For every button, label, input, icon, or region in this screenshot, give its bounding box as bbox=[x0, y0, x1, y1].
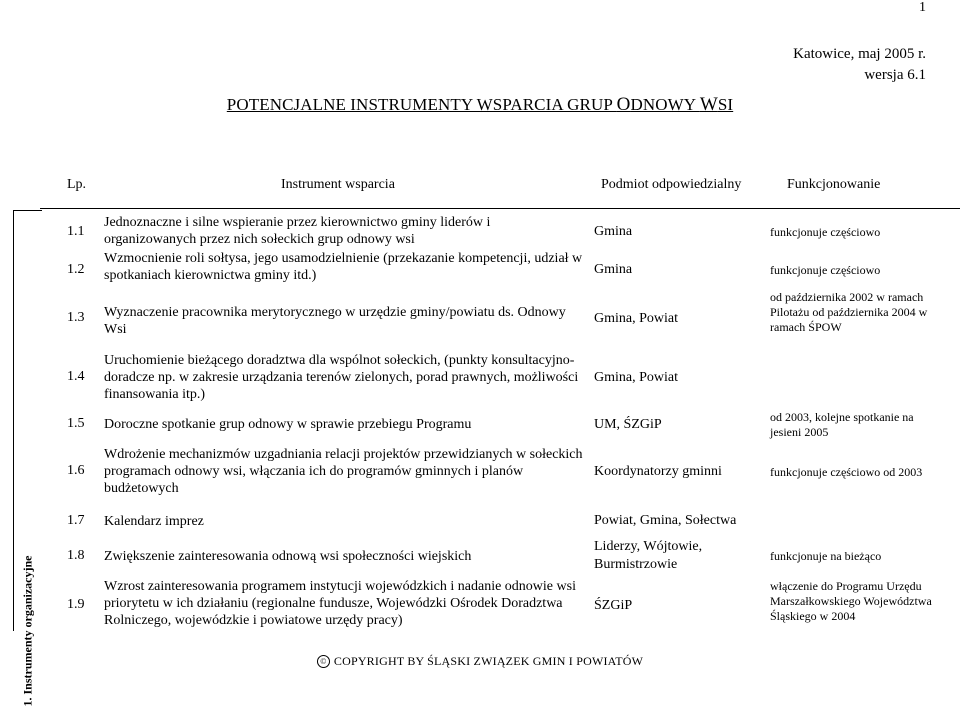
copyright-icon: © bbox=[317, 655, 330, 668]
row-instrument: Kalendarz imprez bbox=[104, 514, 204, 529]
row-number: 1.4 bbox=[67, 369, 85, 384]
row-subject: Gmina bbox=[594, 262, 633, 277]
row-number: 1.6 bbox=[67, 463, 85, 478]
row-instrument: Wdrożenie mechanizmów uzgadniania relacji projektów przewidzianych w sołeckich programach odnowy wsi, włączania ich do programów gminnych i planów budżetowych bbox=[104, 447, 583, 496]
row-number: 1.1 bbox=[67, 224, 85, 239]
row-number: 1.7 bbox=[67, 513, 85, 528]
row-status: od 2003, kolejne spotkanie na jesieni 2005 bbox=[770, 410, 914, 439]
row-instrument: Doroczne spotkanie grup odnowy w sprawie przebiegu Programu bbox=[104, 417, 472, 432]
row-instrument: Zwiększenie zainteresowania odnową wsi społeczności wiejskich bbox=[104, 549, 472, 564]
version-label: wersja 6.1 bbox=[864, 67, 926, 83]
page-number: 1 bbox=[919, 0, 926, 15]
row-subject: ŚZGiP bbox=[594, 598, 633, 613]
row-number: 1.2 bbox=[67, 262, 85, 277]
row-number: 1.5 bbox=[67, 416, 85, 431]
row-number: 1.3 bbox=[67, 310, 85, 325]
row-status: funkcjonuje na bieżąco bbox=[770, 549, 882, 563]
row-subject: Gmina, Powiat bbox=[594, 311, 678, 326]
header-funkcjonowanie: Funkcjonowanie bbox=[787, 177, 881, 192]
footer-text: COPYRIGHT BY ŚLĄSKI ZWIĄZEK GMIN I POWIATÓW bbox=[333, 654, 644, 668]
header-instrument: Instrument wsparcia bbox=[281, 177, 395, 192]
row-instrument: Wyznaczenie pracownika merytorycznego w urzędzie gminy/powiatu ds. Odnowy Wsi bbox=[104, 305, 566, 337]
row-status: włączenie do Programu Urzędu Marszałkowskiego Województwa Śląskiego w 2004 bbox=[770, 579, 932, 623]
row-subject: Liderzy, Wójtowie, Burmistrzowie bbox=[594, 539, 703, 572]
row-status: od października 2002 w ramach Pilotażu od października 2004 w ramach ŚPOW bbox=[770, 290, 928, 334]
place-date: Katowice, maj 2005 r. bbox=[793, 46, 926, 62]
header-lp: Lp. bbox=[67, 177, 87, 192]
row-status: funkcjonuje częściowo bbox=[770, 263, 881, 277]
group-label-box bbox=[13, 210, 42, 707]
row-subject: Gmina, Powiat bbox=[594, 370, 678, 385]
row-instrument: Wzmocnienie roli sołtysa, jego usamodzielnienie (przekazanie kompetencji, udział w spotkaniach kierownictwa gminy itd.) bbox=[104, 251, 583, 283]
row-subject: Powiat, Gmina, Sołectwa bbox=[594, 513, 737, 528]
document-title: POTENCJALNE INSTRUMENTY WSPARCIA GRUP ODNOWY WSI bbox=[226, 94, 734, 115]
footer bbox=[0, 654, 960, 669]
row-instrument: Wzrost zainteresowania programem instytucji wojewódzkich i nadanie odnowie wsi priorytetu w ich działaniu (regionalne fundusze, Wojewódzki Ośrodek Doradztwa Rolniczego, wojewódzkie i powiatowe urzędy pracy) bbox=[104, 579, 576, 628]
row-instrument: Jednoznaczne i silne wspieranie przez kierownictwo gminy liderów i organizowanych przez nich sołeckich grup odnowy wsi bbox=[104, 215, 491, 247]
place-date-block bbox=[793, 44, 926, 86]
row-number: 1.8 bbox=[67, 548, 85, 563]
row-subject: Koordynatorzy gminni bbox=[594, 464, 722, 479]
row-subject: Gmina bbox=[594, 224, 633, 239]
table-top-rule bbox=[40, 208, 960, 209]
group-label: 1. Instrumenty organizacyjne bbox=[20, 555, 35, 707]
row-status: funkcjonuje częściowo od 2003 bbox=[770, 465, 923, 479]
row-instrument: Uruchomienie bieżącego doradztwa dla wspólnot sołeckich, (punkty konsultacyjno-doradcze np. w zakresie urządzania terenów zielonych, porad prawnych, możliwości finansowania itp.) bbox=[104, 353, 579, 402]
row-number: 1.9 bbox=[67, 597, 85, 612]
row-subject: UM, ŚZGiP bbox=[594, 417, 662, 432]
header-podmiot: Podmiot odpowiedzialny bbox=[601, 177, 742, 192]
row-status: funkcjonuje częściowo bbox=[770, 225, 881, 239]
